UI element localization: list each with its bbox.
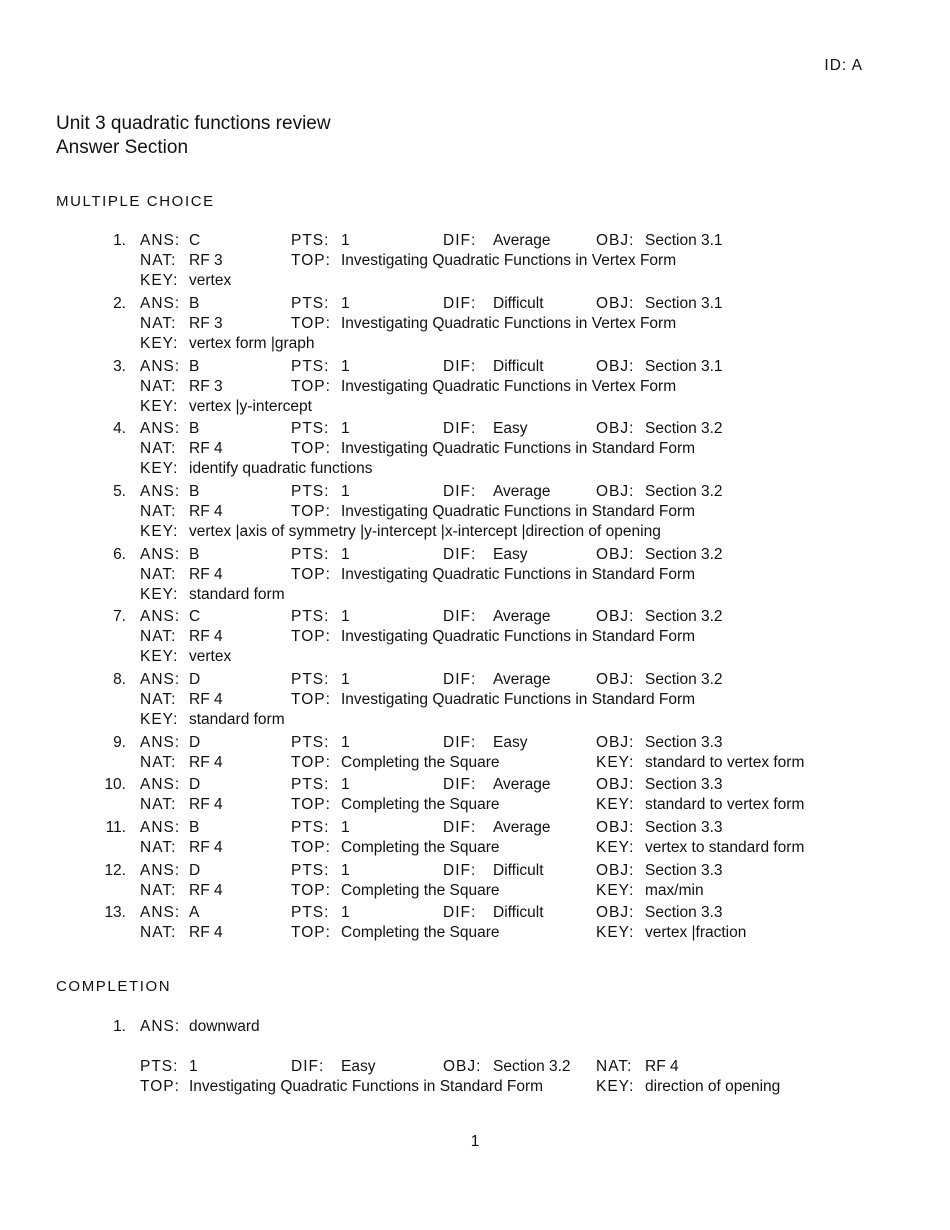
key-value: vertex bbox=[189, 272, 232, 289]
top-value: Completing the Square bbox=[341, 882, 500, 899]
dif-label: DIF: bbox=[443, 358, 477, 375]
ans-label: ANS: bbox=[140, 671, 181, 688]
answer-line bbox=[0, 295, 950, 315]
dif-value: Difficult bbox=[493, 862, 544, 879]
ans-value: B bbox=[189, 358, 200, 375]
key-label: KEY: bbox=[596, 1078, 635, 1095]
ans-value: B bbox=[189, 483, 200, 500]
question-number: 3. bbox=[113, 358, 126, 375]
dif-value: Easy bbox=[493, 734, 528, 751]
nat-label: NAT: bbox=[140, 924, 177, 941]
dif-value: Easy bbox=[493, 546, 528, 563]
dif-label: DIF: bbox=[443, 862, 477, 879]
top-label: TOP: bbox=[291, 754, 331, 771]
top-label: TOP: bbox=[291, 315, 331, 332]
key-label: KEY: bbox=[140, 272, 179, 289]
obj-value: Section 3.2 bbox=[645, 420, 723, 437]
dif-label: DIF: bbox=[443, 819, 477, 836]
dif-label: DIF: bbox=[443, 776, 477, 793]
pts-label: PTS: bbox=[291, 671, 330, 688]
obj-label: OBJ: bbox=[443, 1058, 482, 1075]
pts-label: PTS: bbox=[291, 546, 330, 563]
top-label: TOP: bbox=[291, 503, 331, 520]
nat-value: RF 4 bbox=[189, 691, 223, 708]
dif-label: DIF: bbox=[443, 734, 477, 751]
top-value: Completing the Square bbox=[341, 839, 500, 856]
ans-label: ANS: bbox=[140, 546, 181, 563]
answer-line bbox=[0, 648, 950, 668]
key-value: standard to vertex form bbox=[645, 796, 805, 813]
ans-label: ANS: bbox=[140, 862, 181, 879]
answer-line bbox=[0, 691, 950, 711]
answer-line bbox=[0, 671, 950, 691]
key-value: vertex form |graph bbox=[189, 335, 315, 352]
key-value: direction of opening bbox=[645, 1078, 781, 1095]
top-value: Investigating Quadratic Functions in Standard Form bbox=[341, 503, 696, 520]
pts-value: 1 bbox=[341, 671, 350, 688]
nat-value: RF 4 bbox=[189, 628, 223, 645]
answer-line bbox=[0, 608, 950, 628]
key-label: KEY: bbox=[140, 460, 179, 477]
nat-label: NAT: bbox=[140, 754, 177, 771]
answer-line bbox=[0, 566, 950, 586]
key-label: KEY: bbox=[596, 754, 635, 771]
answer-line bbox=[0, 1078, 950, 1098]
pts-value: 1 bbox=[341, 904, 350, 921]
key-label: KEY: bbox=[140, 523, 179, 540]
pts-label: PTS: bbox=[291, 904, 330, 921]
multiple-choice-heading: MULTIPLE CHOICE bbox=[56, 193, 215, 210]
answer-line bbox=[0, 460, 950, 480]
top-label: TOP: bbox=[291, 628, 331, 645]
question-number: 6. bbox=[113, 546, 126, 563]
obj-label: OBJ: bbox=[596, 862, 635, 879]
pts-label: PTS: bbox=[291, 483, 330, 500]
top-label: TOP: bbox=[291, 378, 331, 395]
pts-label: PTS: bbox=[291, 232, 330, 249]
nat-label: NAT: bbox=[140, 566, 177, 583]
answer-line bbox=[0, 315, 950, 335]
ans-value: D bbox=[189, 776, 201, 793]
title-line-1: Unit 3 quadratic functions review bbox=[56, 113, 331, 134]
dif-value: Average bbox=[493, 608, 551, 625]
obj-value: Section 3.2 bbox=[493, 1058, 571, 1075]
ans-value: C bbox=[189, 232, 201, 249]
ans-label: ANS: bbox=[140, 232, 181, 249]
nat-label: NAT: bbox=[140, 628, 177, 645]
question-number: 4. bbox=[113, 420, 126, 437]
obj-label: OBJ: bbox=[596, 420, 635, 437]
key-value: vertex |fraction bbox=[645, 924, 747, 941]
obj-value: Section 3.3 bbox=[645, 776, 723, 793]
answer-line bbox=[0, 796, 950, 816]
question-number: 13. bbox=[104, 904, 126, 921]
answer-line bbox=[0, 440, 950, 460]
title-line-2: Answer Section bbox=[56, 137, 189, 158]
pts-value: 1 bbox=[341, 776, 350, 793]
nat-label: NAT: bbox=[140, 252, 177, 269]
ans-value: downward bbox=[189, 1018, 260, 1035]
top-value: Investigating Quadratic Functions in Vertex Form bbox=[341, 315, 677, 332]
answer-line bbox=[0, 483, 950, 503]
answer-line bbox=[0, 882, 950, 902]
nat-value: RF 4 bbox=[189, 440, 223, 457]
obj-value: Section 3.2 bbox=[645, 483, 723, 500]
ans-label: ANS: bbox=[140, 358, 181, 375]
nat-label: NAT: bbox=[140, 378, 177, 395]
dif-label: DIF: bbox=[443, 483, 477, 500]
nat-label: NAT: bbox=[140, 315, 177, 332]
dif-value: Easy bbox=[493, 420, 528, 437]
key-value: vertex to standard form bbox=[645, 839, 805, 856]
key-label: KEY: bbox=[140, 711, 179, 728]
nat-value: RF 4 bbox=[189, 924, 223, 941]
answer-line bbox=[0, 754, 950, 774]
answer-line bbox=[0, 862, 950, 882]
answer-line bbox=[0, 523, 950, 543]
nat-value: RF 4 bbox=[645, 1058, 679, 1075]
key-label: KEY: bbox=[596, 882, 635, 899]
top-label: TOP: bbox=[291, 882, 331, 899]
question-number: 2. bbox=[113, 295, 126, 312]
ans-value: B bbox=[189, 546, 200, 563]
obj-value: Section 3.1 bbox=[645, 358, 723, 375]
top-value: Investigating Quadratic Functions in Standard Form bbox=[341, 691, 696, 708]
answer-line bbox=[0, 503, 950, 523]
obj-label: OBJ: bbox=[596, 734, 635, 751]
nat-label: NAT: bbox=[140, 691, 177, 708]
key-label: KEY: bbox=[140, 398, 179, 415]
obj-value: Section 3.2 bbox=[645, 671, 723, 688]
obj-label: OBJ: bbox=[596, 295, 635, 312]
ans-label: ANS: bbox=[140, 483, 181, 500]
nat-label: NAT: bbox=[140, 839, 177, 856]
answer-line bbox=[0, 628, 950, 648]
nat-value: RF 4 bbox=[189, 566, 223, 583]
top-label: TOP: bbox=[140, 1078, 180, 1095]
question-number: 1. bbox=[113, 1018, 126, 1035]
top-value: Investigating Quadratic Functions in Standard Form bbox=[341, 440, 696, 457]
pts-value: 1 bbox=[341, 819, 350, 836]
answer-line bbox=[0, 586, 950, 606]
question-number: 10. bbox=[104, 776, 126, 793]
key-value: vertex bbox=[189, 648, 232, 665]
top-value: Investigating Quadratic Functions in Standard Form bbox=[189, 1078, 544, 1095]
nat-label: NAT: bbox=[596, 1058, 633, 1075]
ans-label: ANS: bbox=[140, 608, 181, 625]
pts-label: PTS: bbox=[291, 734, 330, 751]
answer-line bbox=[0, 398, 950, 418]
top-value: Completing the Square bbox=[341, 754, 500, 771]
ans-label: ANS: bbox=[140, 734, 181, 751]
pts-value: 1 bbox=[341, 734, 350, 751]
page-number: 1 bbox=[470, 1133, 480, 1150]
ans-value: C bbox=[189, 608, 201, 625]
dif-value: Average bbox=[493, 483, 551, 500]
pts-value: 1 bbox=[341, 546, 350, 563]
ans-label: ANS: bbox=[140, 776, 181, 793]
pts-value: 1 bbox=[341, 358, 350, 375]
pts-value: 1 bbox=[341, 862, 350, 879]
question-number: 8. bbox=[113, 671, 126, 688]
key-value: identify quadratic functions bbox=[189, 460, 373, 477]
pts-value: 1 bbox=[341, 232, 350, 249]
pts-value: 1 bbox=[341, 295, 350, 312]
answer-line bbox=[0, 232, 950, 252]
dif-value: Easy bbox=[341, 1058, 376, 1075]
pts-label: PTS: bbox=[291, 358, 330, 375]
document-id: ID: A bbox=[824, 57, 863, 74]
pts-label: PTS: bbox=[291, 819, 330, 836]
obj-value: Section 3.3 bbox=[645, 862, 723, 879]
answer-line bbox=[0, 420, 950, 440]
nat-value: RF 4 bbox=[189, 796, 223, 813]
dif-value: Average bbox=[493, 776, 551, 793]
question-number: 11. bbox=[105, 819, 126, 836]
top-value: Investigating Quadratic Functions in Vertex Form bbox=[341, 252, 677, 269]
ans-value: B bbox=[189, 420, 200, 437]
obj-label: OBJ: bbox=[596, 819, 635, 836]
dif-value: Average bbox=[493, 671, 551, 688]
pts-value: 1 bbox=[341, 608, 350, 625]
obj-value: Section 3.1 bbox=[645, 232, 723, 249]
dif-label: DIF: bbox=[443, 295, 477, 312]
nat-label: NAT: bbox=[140, 796, 177, 813]
pts-label: PTS: bbox=[140, 1058, 179, 1075]
obj-label: OBJ: bbox=[596, 358, 635, 375]
obj-label: OBJ: bbox=[596, 483, 635, 500]
obj-label: OBJ: bbox=[596, 232, 635, 249]
dif-label: DIF: bbox=[291, 1058, 325, 1075]
nat-value: RF 4 bbox=[189, 882, 223, 899]
key-value: vertex |axis of symmetry |y-intercept |x-intercept |direction of opening bbox=[189, 523, 661, 540]
question-number: 7. bbox=[113, 608, 126, 625]
answer-line bbox=[0, 734, 950, 754]
question-number: 12. bbox=[104, 862, 126, 879]
nat-label: NAT: bbox=[140, 503, 177, 520]
dif-label: DIF: bbox=[443, 671, 477, 688]
obj-label: OBJ: bbox=[596, 776, 635, 793]
top-value: Investigating Quadratic Functions in Standard Form bbox=[341, 566, 696, 583]
dif-label: DIF: bbox=[443, 232, 477, 249]
top-label: TOP: bbox=[291, 252, 331, 269]
nat-label: NAT: bbox=[140, 440, 177, 457]
key-label: KEY: bbox=[140, 586, 179, 603]
top-value: Investigating Quadratic Functions in Standard Form bbox=[341, 628, 696, 645]
answer-line bbox=[0, 1018, 950, 1038]
dif-value: Difficult bbox=[493, 358, 544, 375]
ans-value: B bbox=[189, 295, 200, 312]
answer-line bbox=[0, 711, 950, 731]
top-value: Completing the Square bbox=[341, 924, 500, 941]
ans-label: ANS: bbox=[140, 904, 181, 921]
pts-label: PTS: bbox=[291, 776, 330, 793]
key-value: standard to vertex form bbox=[645, 754, 805, 771]
answer-line bbox=[0, 819, 950, 839]
key-label: KEY: bbox=[596, 796, 635, 813]
ans-label: ANS: bbox=[140, 819, 181, 836]
obj-label: OBJ: bbox=[596, 546, 635, 563]
key-label: KEY: bbox=[140, 648, 179, 665]
nat-value: RF 3 bbox=[189, 378, 223, 395]
question-number: 1. bbox=[113, 232, 126, 249]
document-title bbox=[56, 112, 331, 160]
key-value: vertex |y-intercept bbox=[189, 398, 312, 415]
pts-value: 1 bbox=[341, 483, 350, 500]
nat-value: RF 3 bbox=[189, 315, 223, 332]
top-value: Investigating Quadratic Functions in Vertex Form bbox=[341, 378, 677, 395]
answer-line bbox=[0, 924, 950, 944]
answer-line bbox=[0, 1058, 950, 1078]
pts-label: PTS: bbox=[291, 420, 330, 437]
key-label: KEY: bbox=[140, 335, 179, 352]
obj-label: OBJ: bbox=[596, 608, 635, 625]
top-label: TOP: bbox=[291, 440, 331, 457]
pts-label: PTS: bbox=[291, 608, 330, 625]
pts-value: 1 bbox=[341, 420, 350, 437]
top-label: TOP: bbox=[291, 691, 331, 708]
key-value: standard form bbox=[189, 711, 285, 728]
top-value: Completing the Square bbox=[341, 796, 500, 813]
obj-label: OBJ: bbox=[596, 671, 635, 688]
nat-value: RF 4 bbox=[189, 754, 223, 771]
answer-line bbox=[0, 378, 950, 398]
dif-label: DIF: bbox=[443, 546, 477, 563]
top-label: TOP: bbox=[291, 839, 331, 856]
question-number: 9. bbox=[113, 734, 126, 751]
key-value: max/min bbox=[645, 882, 704, 899]
answer-line bbox=[0, 839, 950, 859]
ans-value: D bbox=[189, 671, 201, 688]
obj-value: Section 3.2 bbox=[645, 546, 723, 563]
nat-value: RF 4 bbox=[189, 839, 223, 856]
dif-value: Average bbox=[493, 819, 551, 836]
answer-line bbox=[0, 272, 950, 292]
ans-label: ANS: bbox=[140, 1018, 181, 1035]
ans-label: ANS: bbox=[140, 295, 181, 312]
dif-value: Average bbox=[493, 232, 551, 249]
answer-line bbox=[0, 335, 950, 355]
top-label: TOP: bbox=[291, 924, 331, 941]
dif-value: Difficult bbox=[493, 295, 544, 312]
obj-value: Section 3.3 bbox=[645, 734, 723, 751]
answer-line bbox=[0, 358, 950, 378]
dif-label: DIF: bbox=[443, 420, 477, 437]
dif-label: DIF: bbox=[443, 608, 477, 625]
obj-label: OBJ: bbox=[596, 904, 635, 921]
pts-label: PTS: bbox=[291, 862, 330, 879]
ans-value: D bbox=[189, 734, 201, 751]
obj-value: Section 3.2 bbox=[645, 608, 723, 625]
nat-value: RF 4 bbox=[189, 503, 223, 520]
top-label: TOP: bbox=[291, 796, 331, 813]
key-label: KEY: bbox=[596, 839, 635, 856]
answer-line bbox=[0, 252, 950, 272]
question-number: 5. bbox=[113, 483, 126, 500]
ans-value: B bbox=[189, 819, 200, 836]
top-label: TOP: bbox=[291, 566, 331, 583]
nat-value: RF 3 bbox=[189, 252, 223, 269]
obj-value: Section 3.3 bbox=[645, 819, 723, 836]
key-value: standard form bbox=[189, 586, 285, 603]
obj-value: Section 3.3 bbox=[645, 904, 723, 921]
completion-heading: COMPLETION bbox=[56, 978, 172, 995]
pts-value: 1 bbox=[189, 1058, 198, 1075]
dif-value: Difficult bbox=[493, 904, 544, 921]
ans-value: D bbox=[189, 862, 201, 879]
key-label: KEY: bbox=[596, 924, 635, 941]
nat-label: NAT: bbox=[140, 882, 177, 899]
obj-value: Section 3.1 bbox=[645, 295, 723, 312]
answer-line bbox=[0, 776, 950, 796]
answer-line bbox=[0, 546, 950, 566]
answer-line bbox=[0, 904, 950, 924]
ans-value: A bbox=[189, 904, 200, 921]
ans-label: ANS: bbox=[140, 420, 181, 437]
pts-label: PTS: bbox=[291, 295, 330, 312]
dif-label: DIF: bbox=[443, 904, 477, 921]
